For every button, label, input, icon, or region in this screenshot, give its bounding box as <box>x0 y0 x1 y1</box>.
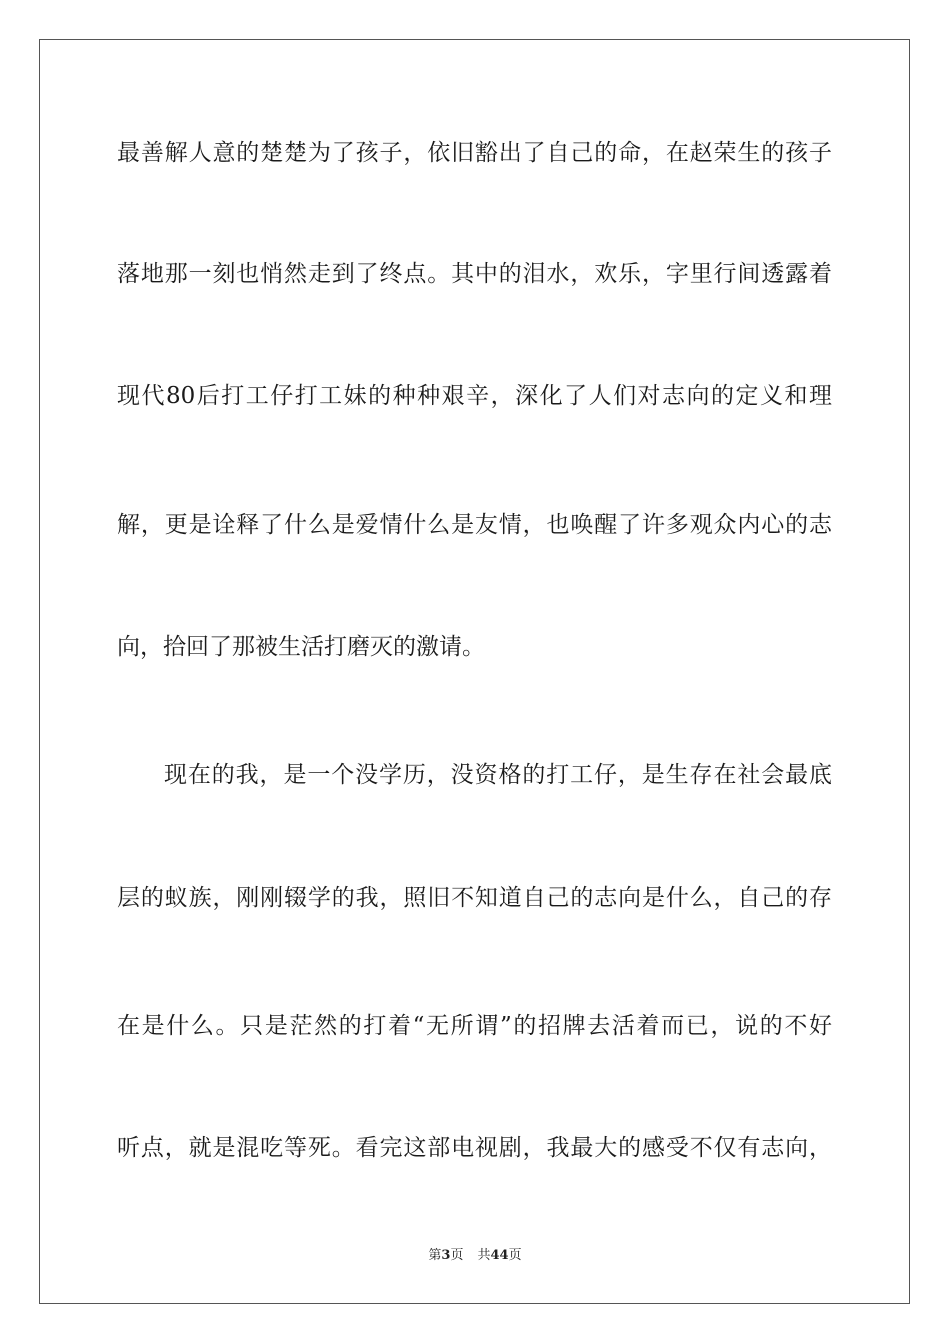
text-line-1: 最善解人意的楚楚为了孩子，依旧豁出了自己的命，在赵荣生的孩子 <box>117 140 832 166</box>
text-line-6: 现在的我，是一个没学历，没资格的打工仔，是生存在社会最底 <box>164 762 832 788</box>
footer-total-suffix: 页 <box>508 1248 522 1263</box>
text-line-7: 层的蚁族，刚刚辍学的我，照旧不知道自己的志向是什么，自己的存 <box>117 885 832 911</box>
text-line-9: 听点，就是混吃等死。看完这部电视剧，我最大的感受不仅有志向， <box>117 1135 832 1161</box>
text-line-2: 落地那一刻也悄然走到了终点。其中的泪水，欢乐，字里行间透露着 <box>117 261 832 287</box>
footer-page-suffix: 页 <box>450 1248 464 1263</box>
footer-total-pages: 44 <box>490 1248 509 1263</box>
text-line-4: 解，更是诠释了什么是爱情什么是友情，也唤醒了许多观众内心的志 <box>117 512 832 538</box>
text-line-3: 现代80后打工仔打工妹的种种艰辛，深化了人们对志向的定义和理 <box>117 383 832 409</box>
page-footer <box>0 1247 950 1265</box>
footer-page-number: 3 <box>441 1248 451 1263</box>
footer-total-prefix: 共 <box>477 1248 491 1263</box>
text-line-5: 向，拾回了那被生活打磨灭的激请。 <box>117 634 485 660</box>
text-line-8: 在是什么。只是茫然的打着“无所谓”的招牌去活着而已，说的不好 <box>117 1013 832 1039</box>
page-border <box>39 39 910 1304</box>
footer-page-prefix: 第 <box>428 1248 442 1263</box>
